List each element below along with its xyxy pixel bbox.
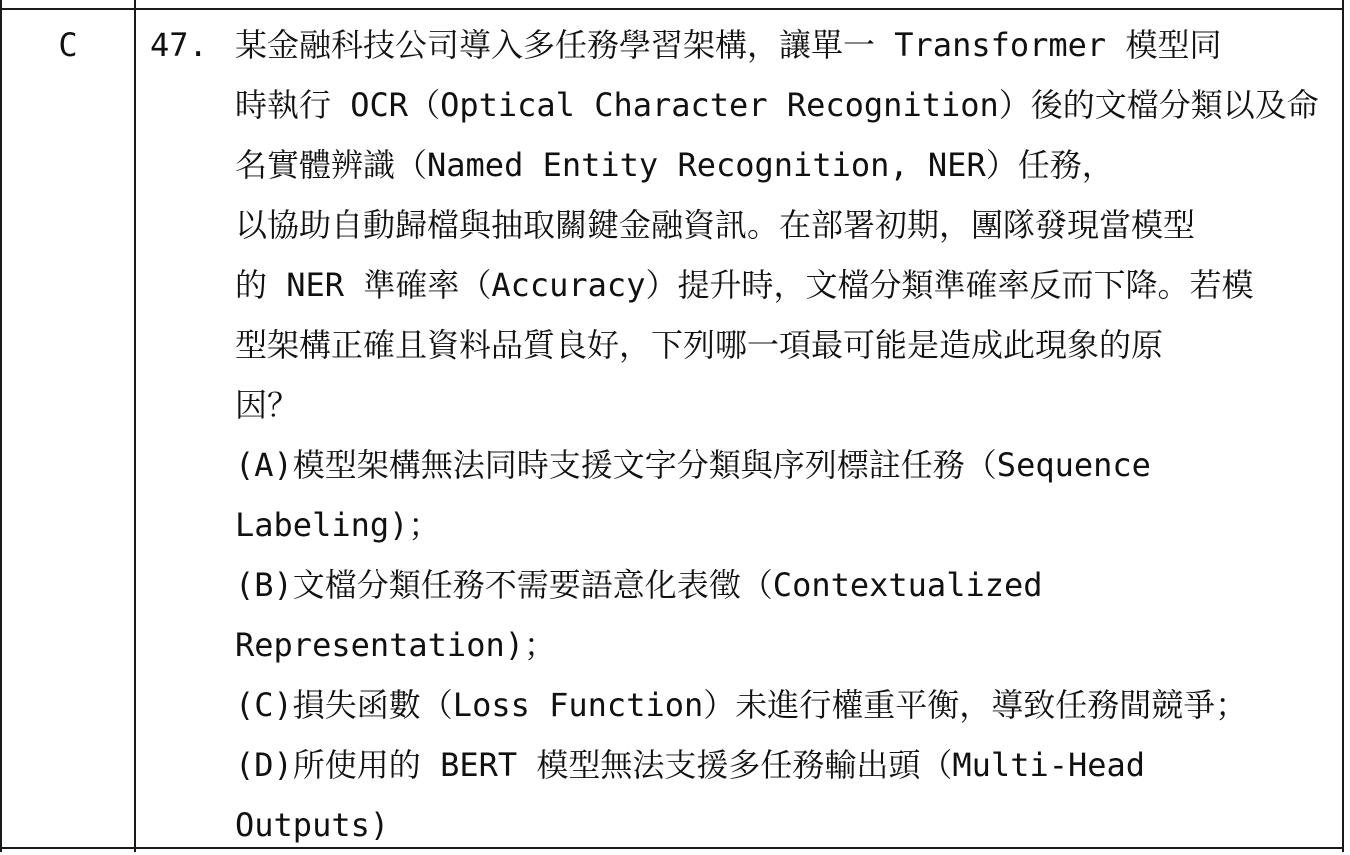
- question-line: 因？: [235, 386, 300, 424]
- table-column-divider: [134, 0, 136, 852]
- option-c-line: (C)損失函數（Loss Function）未進行權重平衡，導致任務間競爭；: [235, 686, 1248, 724]
- table-left-border: [0, 0, 2, 852]
- option-a-line: Labeling)；: [235, 506, 441, 544]
- question-number: 47.: [150, 26, 208, 64]
- option-d-line: Outputs): [235, 806, 390, 844]
- question-line: 以協助自動歸檔與抽取關鍵金融資訊。在部署初期，團隊發現當模型: [235, 206, 1196, 244]
- question-line: 某金融科技公司導入多任務學習架構，讓單一 Transformer 模型同: [235, 26, 1222, 64]
- question-line: 的 NER 準確率（Accuracy）提升時，文檔分類準確率反而下降。若模: [235, 266, 1254, 304]
- option-a-line: (A)模型架構無法同時支援文字分類與序列標註任務（Sequence: [235, 446, 1151, 484]
- question-body: [235, 10, 1335, 855]
- question-line: 時執行 OCR（Optical Character Recognition）後的文檔分類以及命: [235, 86, 1319, 124]
- option-b-line: Representation)；: [235, 626, 556, 664]
- option-d-line: (D)所使用的 BERT 模型無法支援多任務輸出頭（Multi-Head: [235, 746, 1146, 784]
- question-line: 型架構正確且資料品質良好，下列哪一項最可能是造成此現象的原: [235, 326, 1164, 364]
- option-b-line: (B)文檔分類任務不需要語意化表徵（Contextualized: [235, 566, 1043, 604]
- answer-cell: C: [58, 26, 78, 64]
- question-line: 名實體辨識（Named Entity Recognition, NER）任務，: [235, 146, 1114, 184]
- table-right-border: [1342, 0, 1344, 852]
